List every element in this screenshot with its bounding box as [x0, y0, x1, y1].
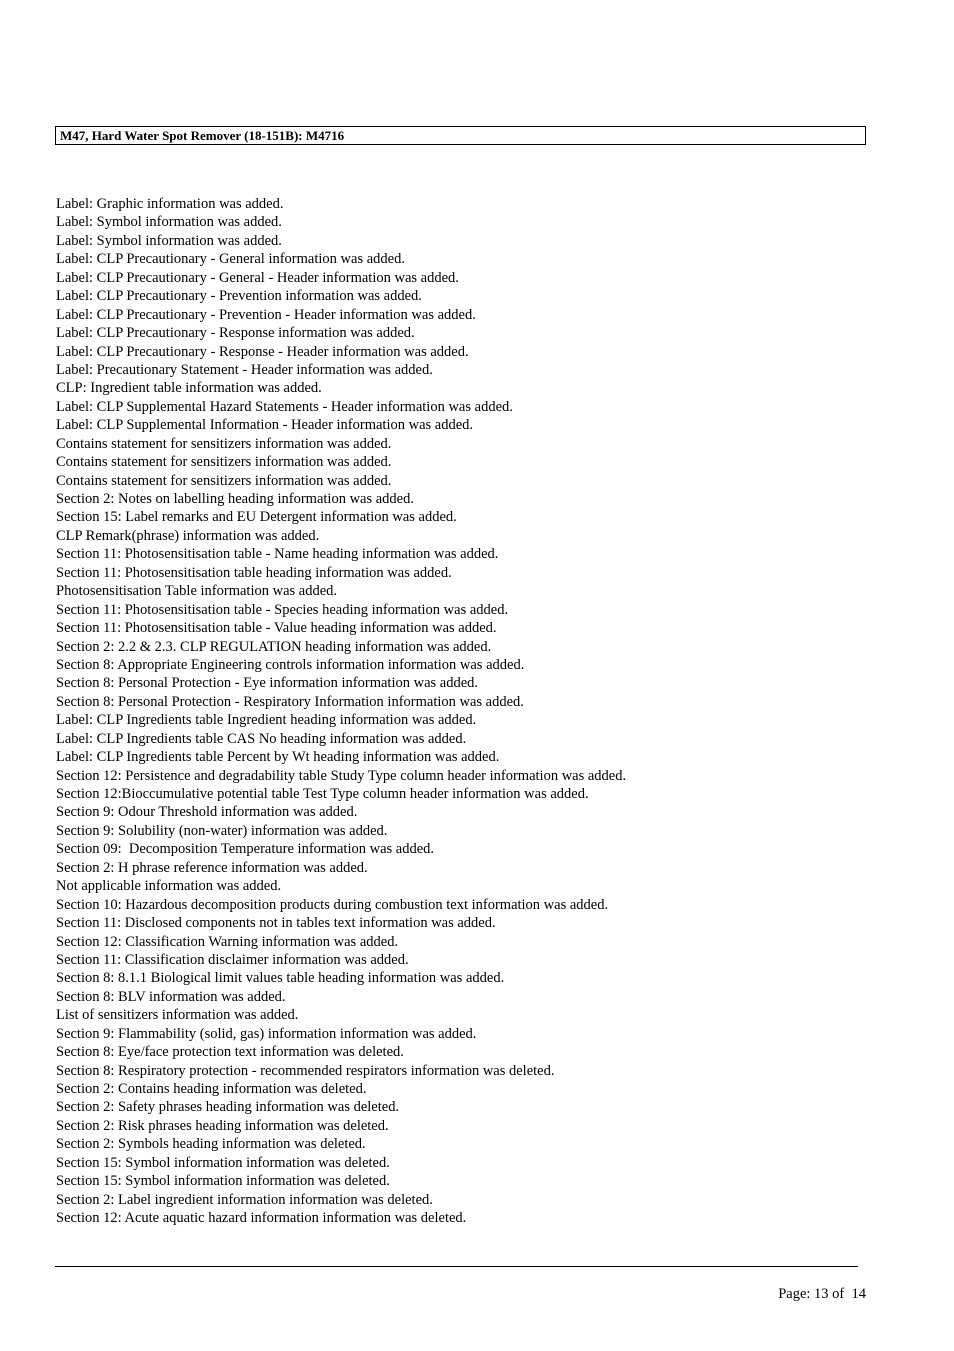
- change-entry: Label: Graphic information was added.: [56, 196, 284, 212]
- change-entry: Label: Symbol information was added.: [56, 214, 282, 231]
- change-entry: Section 2: Notes on labelling heading information was added.: [56, 491, 414, 507]
- change-entry: Section 8: Personal Protection - Eye information information was added.: [56, 675, 479, 692]
- change-entry: Label: CLP Precautionary - Prevention information was added.: [56, 288, 422, 305]
- change-entry: Section 11: Disclosed components not in tables text information was added.: [56, 915, 496, 932]
- footer-divider: [55, 1266, 858, 1267]
- change-entry: Section 8: BLV information was added.: [56, 988, 286, 1005]
- change-entry: Contains statement for sensitizers information was added.: [56, 454, 392, 471]
- change-entry: Section 15: Label remarks and EU Detergent information was added.: [56, 509, 457, 526]
- change-entry: Section 2: Symbols heading information was deleted.: [56, 1136, 366, 1153]
- change-entry: Section 2: Risk phrases heading information was deleted.: [56, 1117, 389, 1134]
- change-entry: Contains statement for sensitizers information was added.: [56, 435, 392, 452]
- change-entry: Section 11: Photosensitisation table - Value heading information was added.: [56, 620, 497, 637]
- change-entry: Label: CLP Ingredients table CAS No heading information was added.: [56, 730, 467, 747]
- change-entry: Label: CLP Precautionary - Prevention - Header information was added.: [56, 306, 476, 323]
- change-entry: Section 8: 8.1.1 Biological limit values table heading information was added.: [56, 970, 505, 987]
- change-entry: Label: CLP Ingredients table Ingredient heading information was added.: [56, 712, 477, 729]
- document-header-box: [55, 126, 866, 145]
- change-entry: Section 12: Acute aquatic hazard information information was deleted.: [56, 1210, 467, 1227]
- change-entry: Section 8: Personal Protection - Respiratory Information information was added.: [56, 693, 524, 710]
- change-entry: Photosensitisation Table information was added.: [56, 583, 338, 600]
- change-entry: Section 2: 2.2 & 2.3. CLP REGULATION heading information was added.: [56, 638, 492, 655]
- change-entry: Section 9: Solubility (non-water) information was added.: [56, 822, 388, 839]
- document-title: M47, Hard Water Spot Remover (18-151B): M4716: [60, 128, 345, 143]
- change-entry: Section 12: Persistence and degradability table Study Type column header information was added.: [56, 767, 627, 784]
- change-entry: Not applicable information was added.: [56, 878, 282, 895]
- revision-change-list: [56, 195, 626, 1228]
- change-entry: Section 9: Odour Threshold information was added.: [56, 804, 358, 821]
- change-entry: Section 9: Flammability (solid, gas) information information was added.: [56, 1025, 477, 1042]
- change-entry: List of sensitizers information was added.: [56, 1007, 299, 1024]
- change-entry: Label: CLP Precautionary - General information was added.: [56, 251, 405, 268]
- change-entry: Label: CLP Supplemental Hazard Statements - Header information was added.: [56, 398, 513, 415]
- change-entry: Section 12: Classification Warning information was added.: [56, 933, 399, 950]
- change-entry: Section 11: Photosensitisation table heading information was added.: [56, 564, 452, 581]
- change-entry: Section 12:Bioccumulative potential table Test Type column header information was added.: [56, 786, 589, 802]
- change-entry: CLP: Ingredient table information was added.: [56, 380, 322, 397]
- change-entry: Section 09: Decomposition Temperature information was added.: [56, 841, 435, 858]
- change-entry: Label: CLP Precautionary - Response - Header information was added.: [56, 343, 469, 360]
- change-entry: Label: CLP Supplemental Information - Header information was added.: [56, 417, 474, 434]
- change-entry: Label: Symbol information was added.: [56, 232, 282, 249]
- change-entry: Section 2: Label ingredient information information was deleted.: [56, 1191, 433, 1208]
- change-entry: CLP Remark(phrase) information was added.: [56, 527, 320, 544]
- page-number: Page: 13 of 14: [778, 1286, 866, 1302]
- change-entry: Section 8: Respiratory protection - recommended respirators information was deleted.: [56, 1062, 555, 1079]
- change-entry: Contains statement for sensitizers information was added.: [56, 472, 392, 489]
- change-entry: Label: CLP Precautionary - General - Header information was added.: [56, 269, 459, 286]
- change-entry: Section 11: Photosensitisation table - Species heading information was added.: [56, 601, 509, 618]
- change-entry: Label: Precautionary Statement - Header information was added.: [56, 361, 433, 378]
- change-entry: Section 15: Symbol information information was deleted.: [56, 1154, 390, 1171]
- change-entry: Section 8: Appropriate Engineering controls information information was added.: [56, 656, 525, 673]
- change-entry: Section 10: Hazardous decomposition products during combustion text information was added.: [56, 896, 609, 913]
- change-entry: Section 15: Symbol information information was deleted.: [56, 1173, 390, 1190]
- change-entry: Section 2: Safety phrases heading information was deleted.: [56, 1099, 400, 1116]
- change-entry: Section 11: Classification disclaimer information was added.: [56, 951, 409, 968]
- change-entry: Section 8: Eye/face protection text information was deleted.: [56, 1044, 404, 1061]
- change-entry: Section 2: Contains heading information was deleted.: [56, 1081, 367, 1097]
- change-entry: Section 11: Photosensitisation table - Name heading information was added.: [56, 546, 499, 563]
- change-entry: Label: CLP Ingredients table Percent by Wt heading information was added.: [56, 749, 500, 766]
- change-entry: Section 2: H phrase reference information was added.: [56, 859, 368, 876]
- change-entry: Label: CLP Precautionary - Response information was added.: [56, 325, 415, 342]
